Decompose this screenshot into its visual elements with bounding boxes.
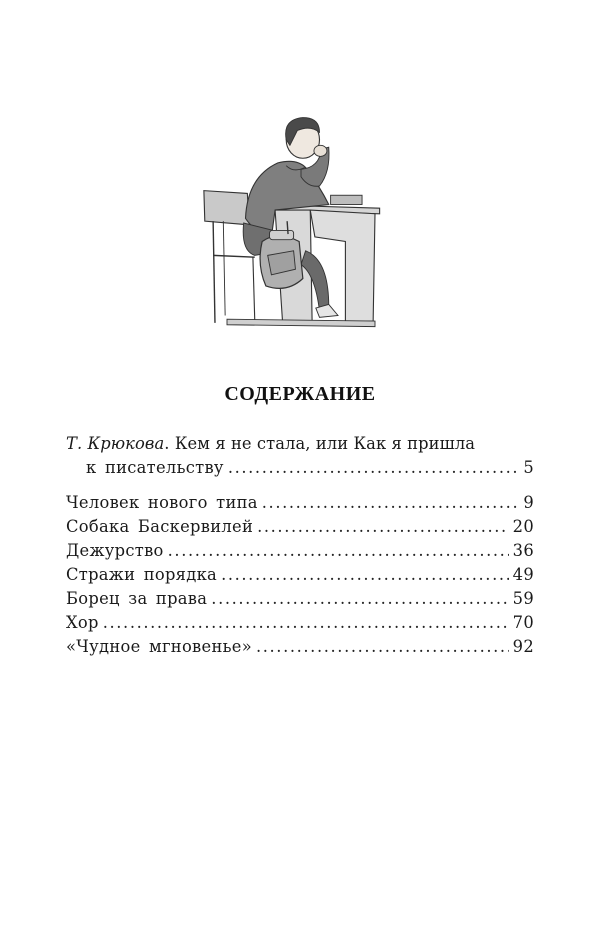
table-of-contents: [66, 432, 534, 659]
toc-entry-preface[interactable]: [66, 432, 534, 480]
toc-page-number: 49: [512, 565, 534, 584]
toc-preface-title-line1: Кем я не стала, или Как я пришла: [169, 434, 476, 453]
toc-page-number: 36: [512, 541, 534, 560]
toc-entry[interactable]: [66, 515, 534, 539]
toc-author-separator: .: [164, 434, 170, 453]
toc-entry-title: Человек нового типа: [66, 493, 258, 512]
toc-entry[interactable]: [66, 611, 534, 635]
toc-author: Т. Крюкова: [66, 434, 165, 453]
toc-entry-title: Хор: [66, 613, 99, 632]
toc-entry[interactable]: [66, 587, 534, 611]
toc-preface-title-line2: к писательству: [86, 458, 224, 477]
toc-entry-title: Дежурство: [66, 541, 164, 560]
toc-page-number: 59: [512, 589, 534, 608]
toc-dot-leader: [211, 587, 508, 611]
toc-entry-preface-line1: [66, 432, 534, 456]
toc-page-number: 20: [512, 517, 534, 536]
toc-entry-title: Собака Баскервилей: [66, 517, 254, 536]
toc-entry[interactable]: [66, 563, 534, 587]
toc-dot-leader: [257, 515, 509, 539]
toc-entry[interactable]: [66, 539, 534, 563]
toc-dot-leader: [228, 456, 520, 480]
toc-dot-leader: [221, 563, 509, 587]
toc-page-number: 5: [523, 458, 534, 477]
toc-dot-leader: [168, 539, 509, 563]
toc-entry-title: «Чудное мгновенье»: [66, 637, 252, 656]
toc-entry-title: Борец за права: [66, 589, 208, 608]
toc-dot-leader: [262, 491, 520, 515]
toc-entry[interactable]: [66, 635, 534, 659]
toc-page-number: 9: [523, 493, 534, 512]
boy-at-desk-illustration: [190, 108, 412, 338]
toc-dot-leader: [256, 635, 509, 659]
toc-entry[interactable]: [66, 491, 534, 515]
toc-heading: СОДЕРЖАНИЕ: [224, 383, 376, 405]
toc-page-number: 92: [512, 637, 534, 656]
toc-entry-preface-line2: [66, 456, 534, 480]
toc-page-number: 70: [512, 613, 534, 632]
toc-dot-leader: [103, 611, 509, 635]
toc-entry-title: Стражи порядка: [66, 565, 218, 584]
